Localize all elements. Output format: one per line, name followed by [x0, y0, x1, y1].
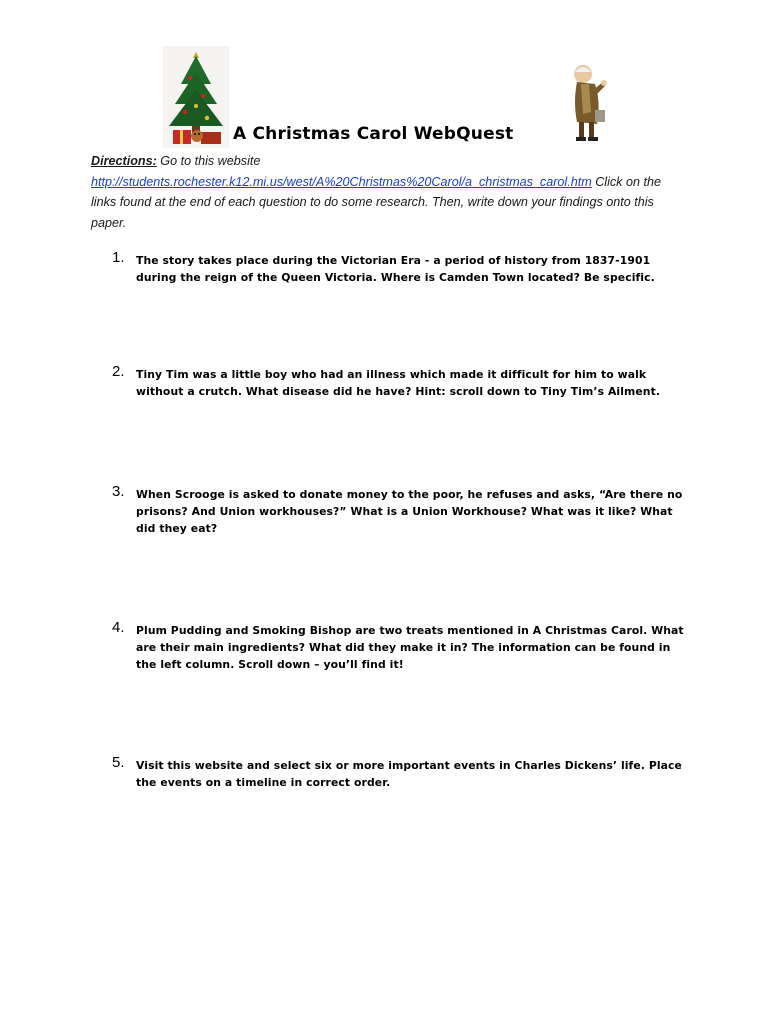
question-number: 2.	[112, 363, 125, 380]
question-number: 5.	[112, 754, 125, 771]
question-text: When Scrooge is asked to donate money to the poor, he refuses and asks, “Are there no prisons? And Union workhouses?” What is a Union Workhouse? What was it like? What did they eat?	[136, 488, 683, 535]
christmas-tree-icon	[163, 46, 229, 148]
question-number: 3.	[112, 483, 125, 500]
question-text: Visit this website and select six or more important events in Charles Dickens’ life. Place the events on a timeline in correct order.	[136, 759, 682, 789]
question-number: 4.	[112, 619, 125, 636]
question-text: The story takes place during the Victorian Era - a period of history from 1837-1901 during the reign of the Queen Victoria. Where is Camden Town located? Be specific.	[136, 254, 655, 284]
directions-paragraph	[91, 151, 681, 233]
directions-label: Directions:	[91, 154, 157, 168]
page-title: A Christmas Carol WebQuest	[233, 124, 514, 144]
directions-instructions: Click on the links found at the end of each question to do some research. Then, write down your findings onto this paper.	[91, 174, 661, 230]
question-number: 1.	[112, 249, 125, 266]
directions-intro: Go to this website	[160, 154, 261, 168]
scrooge-figure-icon	[567, 62, 611, 144]
question-text: Tiny Tim was a little boy who had an illness which made it difficult for him to walk without a crutch. What disease did he have? Hint: scroll down to Tiny Tim’s Ailment.	[136, 368, 661, 398]
webquest-link[interactable]: http://students.rochester.k12.mi.us/west/A%20Christmas%20Carol/a_christmas_carol.htm	[91, 174, 592, 189]
question-text: Plum Pudding and Smoking Bishop are two treats mentioned in A Christmas Carol. What are their main ingredients? What did they make it in? The information can be found in the left column. Scroll down – you’ll find it!	[136, 624, 684, 671]
